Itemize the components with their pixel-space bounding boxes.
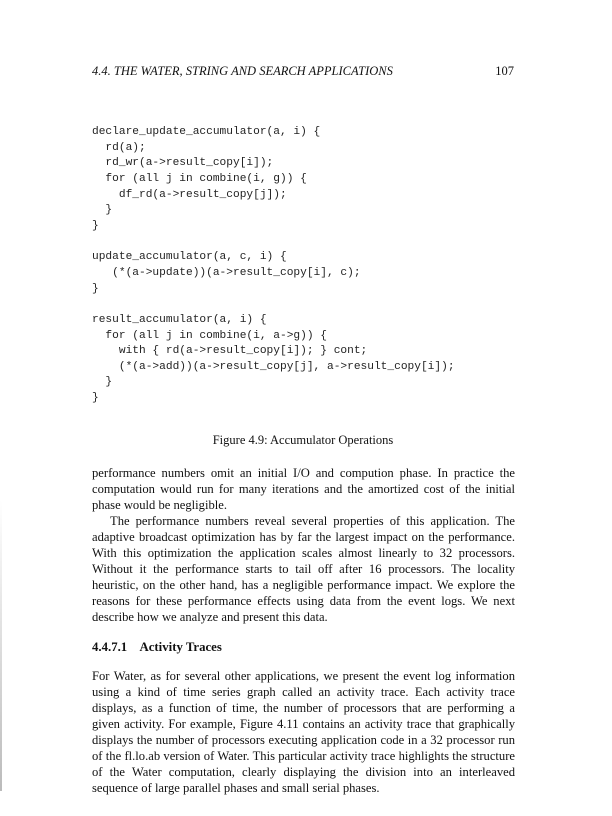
section-body xyxy=(92,668,515,796)
code-line: (*(a->update))(a->result_copy[i], c); xyxy=(92,266,361,279)
code-line: for (all j in combine(i, g)) { xyxy=(92,172,307,185)
paragraph: For Water, as for several other applications, we present the event log information using a kind of time series graph called an activity trace. Each activity trace displays, as a function of time, the number of processors that are performing a given activity. For example, Figure 4.11 contains an activity trace that graphically displays the number of processors executing application code in a 32 processor run of the fl.lo.ab version of Water. This particular activity trace highlights the structure of the Water computation, clearly displaying the division into an interleaved sequence of large parallel phases and small serial phases. xyxy=(92,668,515,795)
scan-edge xyxy=(0,500,2,791)
paragraph: performance numbers omit an initial I/O and compution phase. In practice the computation would run for many iterations and the amortized cost of the initial phase would be negligible. xyxy=(92,465,515,512)
code-line: } xyxy=(92,219,99,232)
code-line xyxy=(92,297,515,313)
section-number: 4.4.7.1 xyxy=(92,639,128,654)
code-line: update_accumulator(a, c, i) { xyxy=(92,251,287,264)
code-line: with { rd(a->result_copy[i]); } cont; xyxy=(92,345,368,358)
code-line: (*(a->add))(a->result_copy[j], a->result_copy[i]); xyxy=(92,360,455,373)
page-number: 107 xyxy=(495,64,514,78)
figure-caption: Figure 4.9: Accumulator Operations xyxy=(212,432,394,447)
running-header xyxy=(92,64,514,79)
code-line: } xyxy=(92,376,113,389)
code-line: rd(a); xyxy=(92,141,146,154)
code-listing xyxy=(92,125,515,407)
header-title: 4.4. THE WATER, STRING AND SEARCH APPLICATIONS xyxy=(92,64,393,78)
code-line: df_rd(a->result_copy[j]); xyxy=(92,188,287,201)
code-line: } xyxy=(92,392,99,405)
code-line: rd_wr(a->result_copy[i]); xyxy=(92,157,274,170)
paragraph: The performance numbers reveal several properties of this application. The adaptive broadcast optimization has by far the largest impact on the performance. With this optimization the application scales almost linearly to 32 processors. Without it the performance starts to tail off after 16 processors. The locality heuristic, on the other hand, has a negligible performance impact. We explore the reasons for these performance effects using data from the event logs. We next describe how we analyze and present this data. xyxy=(92,513,515,624)
code-line: for (all j in combine(i, a->g)) { xyxy=(92,329,327,342)
section-heading xyxy=(92,639,515,655)
code-line: declare_update_accumulator(a, i) { xyxy=(92,126,321,138)
code-line xyxy=(92,235,515,251)
code-line: result_accumulator(a, i) { xyxy=(92,313,267,326)
code-line: } xyxy=(92,282,99,295)
section-title: Activity Traces xyxy=(139,639,222,654)
code-line: } xyxy=(92,204,113,217)
body-text xyxy=(92,465,515,625)
